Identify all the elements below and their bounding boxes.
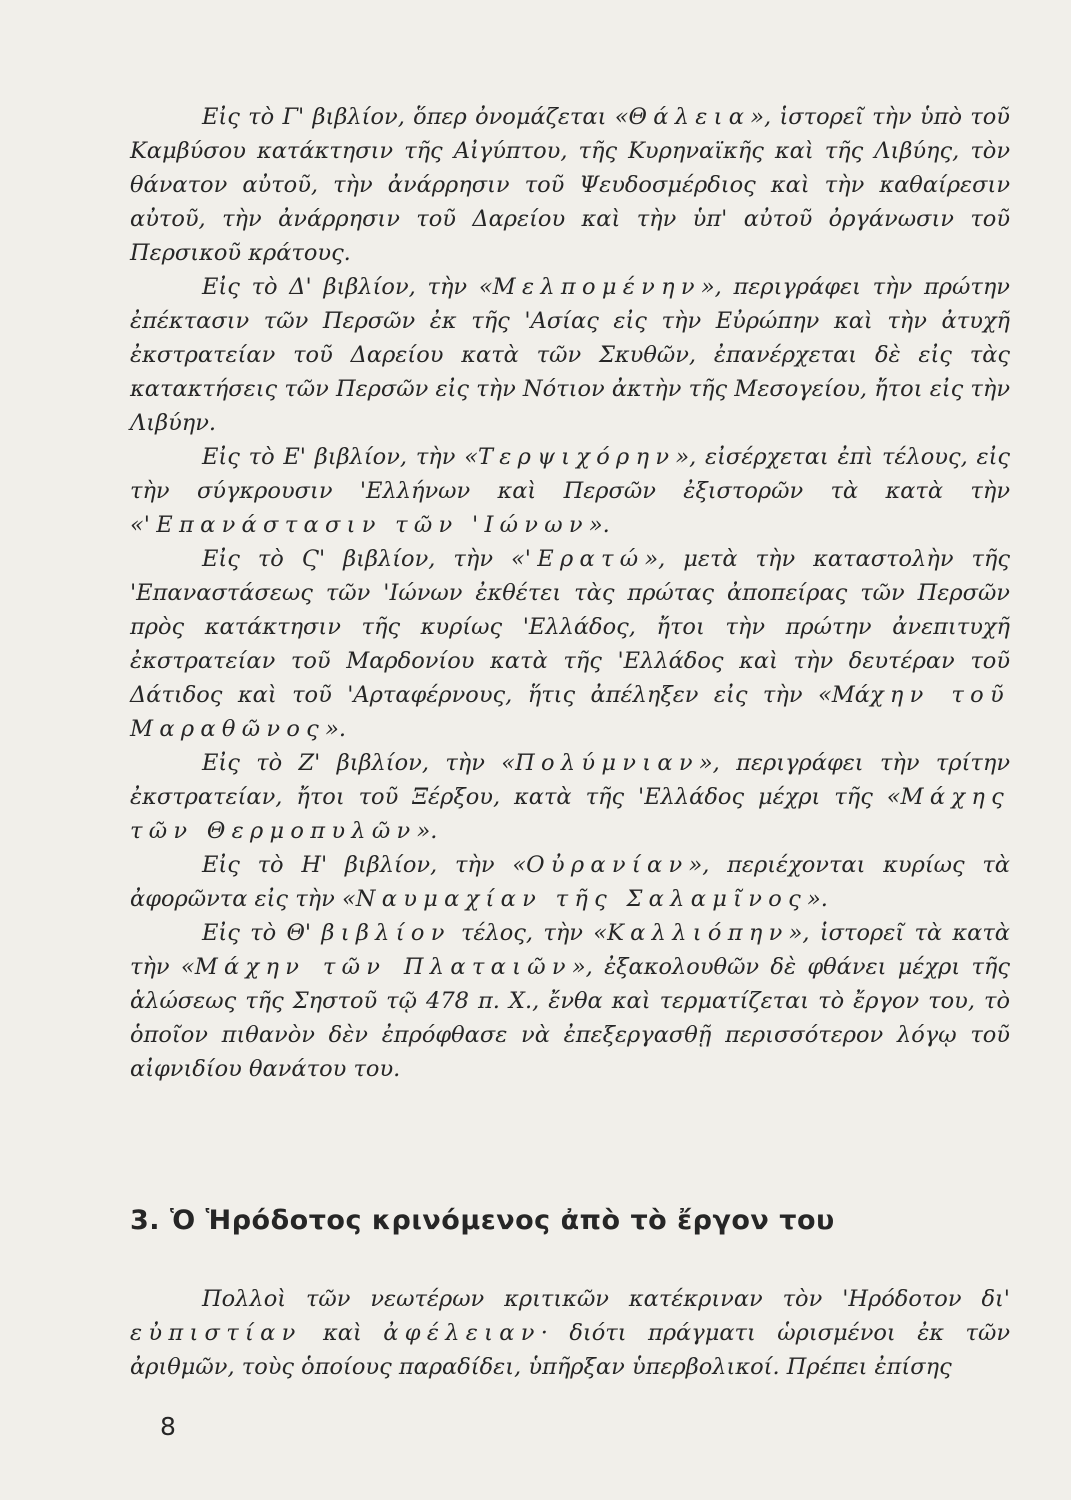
text-run: τέλος, τὴν «	[450, 920, 608, 946]
main-text	[130, 100, 1010, 1086]
paragraph-book-7	[130, 746, 1010, 848]
spaced-title: 'Ερατώ	[524, 546, 645, 572]
spaced-title: Μάχην τῶν Πλαταιῶν	[194, 954, 572, 980]
text-run: Εἰς τὸ Η' βιβλίον, τὴν «	[202, 852, 527, 878]
text-run: Εἰς τὸ Ε' βιβλίον, τὴν «	[202, 444, 478, 470]
text-run: Εἰς τὸ Θ'	[202, 920, 322, 946]
text-run: καὶ	[301, 1320, 384, 1346]
section-text	[130, 1282, 1010, 1384]
text-run: », ἱστορεῖ τὰ κατὰ τὴν «	[130, 920, 1010, 980]
spaced-title: Μελπομένην	[492, 274, 701, 300]
text-run: ».	[806, 886, 828, 912]
text-run: », περιγράφει τὴν πρώτην ἐπέκτασιν τῶν Περσῶν ἐκ τῆς 'Ασίας εἰς τὴν Εὐρώπην καὶ τὴν ἀτυχῆ ἐκστρατείαν τοῦ Δαρείου κατὰ τῶν Σκυθῶν, ἐπανέρχεται δὲ εἰς τὰς κατακτήσεις τῶν Περσῶν εἰς τὴν Νότιον ἀκτὴν τῆς Μεσογείου, ἤτοι εἰς τὴν Λιβύην.	[130, 274, 1010, 436]
text-run: », ἱστορεῖ τὴν ὑπὸ τοῦ Καμβύσου κατάκτησιν τῆς Αἰγύπτου, τῆς Κυρηναϊκῆς καὶ τῆς Λιβύης, τὸν θάνατον αὐτοῦ, τὴν ἀνάρρησιν τοῦ Ψευδοσμέρδιος καὶ τὴν καθαίρεσιν αὐτοῦ, τὴν ἀνάρρησιν τοῦ Δαρείου καὶ τὴν ὑπ' αὐτοῦ ὀργάνωσιν τοῦ Περσικοῦ κράτους.	[130, 104, 1010, 266]
text-run: », περιέχονται κυρίως τὰ ἀφορῶντα εἰς τὴν «	[130, 852, 1011, 912]
spaced-title: χην τοῦ Μαραθῶνος	[130, 682, 1010, 742]
text-run: ».	[416, 818, 438, 844]
text-run: · διότι πράγματι ὡρισμένοι ἐκ τῶν ἀριθμῶν, τοὺς ὁποίους παραδίδει, ὑπῆρξαν ὑπερβολικοί. Πρέπει ἐπίσης	[130, 1320, 1011, 1380]
spaced-title: Ναυμαχίαν τῆς Σαλαμῖνος	[355, 886, 807, 912]
paragraph-book-6	[130, 542, 1010, 746]
spaced-title: βιβλίον	[321, 920, 451, 946]
spaced-title: Πολύμνιαν	[515, 750, 699, 776]
paragraph-book-5	[130, 440, 1010, 542]
text-run: ».	[588, 512, 610, 538]
text-run: Εἰς τὸ Ζ' βιβλίον, τὴν «	[202, 750, 516, 776]
spaced-title: Οὐρανίαν	[526, 852, 689, 878]
text-run: Εἰς τὸ Δ' βιβλίον, τὴν «	[202, 274, 493, 300]
text-run: », εἰσέρχεται ἐπὶ τέλους, εἰς τὴν σύγκρουσιν 'Ελλήνων καὶ Περσῶν ἐξιστορῶν τὰ κατὰ τὴν «	[130, 444, 1010, 538]
spaced-title: Τερψιχόρην	[477, 444, 676, 470]
paragraph-book-9	[130, 916, 1010, 1086]
paragraph-book-3	[130, 100, 1010, 270]
text-run: », περιγράφει τὴν τρίτην ἐκστρατείαν, ἤτοι τοῦ Ξέρξου, κατὰ τῆς 'Ελλάδος μέχρι τῆς «	[130, 750, 1010, 810]
page-number: 8	[160, 1412, 176, 1441]
spaced-word: εὐπιστίαν	[130, 1320, 302, 1346]
text-run: », ἐξακολουθῶν δὲ φθάνει μέχρι τῆς ἁλώσεως τῆς Σηστοῦ τῷ 478 π. Χ., ἔνθα καὶ τερματίζεται τὸ ἔργον του, τὸ ὁποῖον πιθανὸν δὲν ἐπρόφθασε νὰ ἐπεξεργασθῇ περισσότερον λόγῳ τοῦ αἰφνιδίου θανάτου του.	[130, 954, 1010, 1082]
text-run: », μετὰ τὴν καταστολὴν τῆς 'Επαναστάσεως τῶν 'Ιώνων ἐκθέτει τὰς πρώτας ἀποπείρας τῶν Περσῶν πρὸς κατάκτησιν τῆς κυρίως 'Ελλάδος, ἤτοι τὴν πρώτην ἀνεπιτυχῆ ἐκστρατείαν τοῦ Μαρδονίου κατὰ τῆς 'Ελλάδος καὶ τὴν δευτέραν τοῦ Δάτιδος καὶ τοῦ 'Αρταφέρνους, ἥτις ἀπέληξεν εἰς τὴν «Μά	[130, 546, 1010, 708]
text-run: Πολλοὶ τῶν νεωτέρων κριτικῶν κατέκριναν τὸν 'Ηρόδοτον δι'	[202, 1286, 1010, 1312]
paragraph-book-4	[130, 270, 1010, 440]
text-run: Εἰς τὸ Ϛ' βιβλίον, τὴν «	[202, 546, 525, 572]
spaced-title: Καλλιόπην	[607, 920, 789, 946]
spaced-title: Μάχης τῶν Θερμοπυλῶν	[130, 784, 1010, 844]
spaced-title: 'Επανάστασιν τῶν 'Ιώνων	[143, 512, 589, 538]
spaced-word: ἀφέλειαν	[383, 1320, 541, 1346]
text-run: Εἰς τὸ Γ' βιβλίον, ὅπερ ὀνομάζεται «	[202, 104, 629, 130]
paragraph-book-8	[130, 848, 1010, 916]
spaced-title: Θάλεια	[628, 104, 751, 130]
section-paragraph	[130, 1282, 1010, 1384]
section-heading: 3. Ὁ Ἡρόδοτος κρινόμενος ἀπὸ τὸ ἔργον του	[130, 1205, 835, 1236]
text-run: ».	[325, 716, 346, 742]
